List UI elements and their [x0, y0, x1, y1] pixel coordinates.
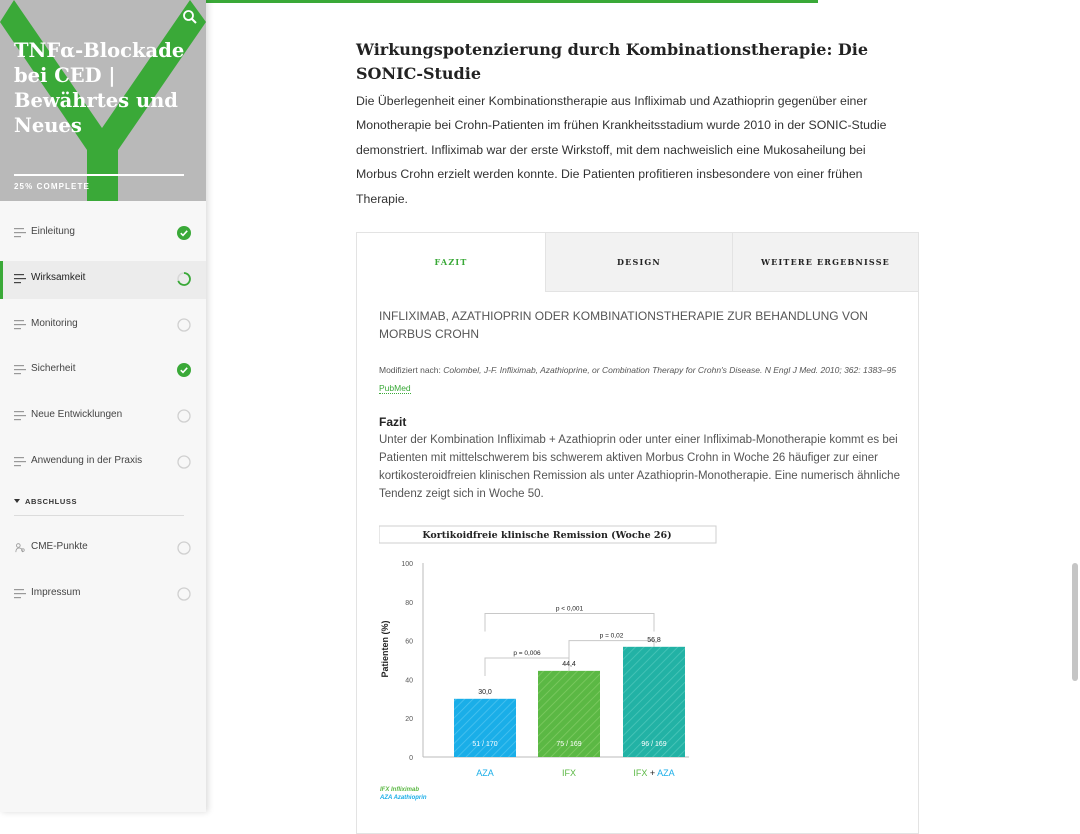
p-value-label: p = 0,006 — [513, 650, 541, 658]
empty-circle-icon — [177, 318, 191, 332]
x-tick-label: IFX + AZA — [633, 768, 675, 778]
scrollbar-thumb[interactable] — [1072, 563, 1078, 681]
pubmed-link[interactable]: PubMed — [379, 383, 411, 393]
nav-item-label: Sicherheit — [31, 363, 76, 374]
tab-weitere-ergebnisse[interactable]: WEITERE ERGEBNISSE — [732, 233, 918, 292]
nav-item-label: Einleitung — [31, 226, 75, 237]
chart-title: Kortikoidfreie klinische Remission (Woche 26) — [422, 530, 672, 541]
y-ticks — [401, 561, 413, 762]
nav-item-label: Impressum — [31, 587, 81, 598]
p-value-label: p < 0,001 — [555, 605, 584, 613]
lesson-lines-icon — [14, 274, 26, 284]
citation-prefix: Modifiziert nach: — [379, 365, 444, 375]
check-circle-icon — [177, 363, 191, 377]
bar-value-label: 44,4 — [562, 660, 576, 668]
y-tick-label: 80 — [405, 599, 413, 607]
bar-value-label: 56,8 — [647, 636, 661, 644]
lesson-intro-text: Die Überlegenheit einer Kombinationstherapie aus Infliximab und Azathioprin gegenüber einer Monotherapie bei Crohn-Patienten im frühen Krankheitsstadium wurde 2010 in der SONIC-Studie demonstriert. Infliximab war der erste Wirkstoff, mit dem nachweislich eine Mukosaheilung bei Morbus Crohn erzielt werden konnte. Die Patienten profitieren insbesondere von einer frühen Therapie. — [356, 94, 887, 206]
section-label: ABSCHLUSS — [25, 497, 78, 506]
bar-0 — [454, 699, 516, 757]
nav-item-monitoring[interactable] — [0, 307, 206, 345]
fazit-heading: Fazit — [379, 415, 407, 429]
bar-n-label: 96 / 169 — [641, 741, 667, 748]
y-tick-label: 60 — [405, 638, 413, 646]
y-tick-label: 100 — [401, 561, 413, 568]
bar-value-label: 30,0 — [478, 688, 492, 696]
y-tick-label: 20 — [405, 716, 413, 724]
empty-circle-icon — [177, 455, 191, 469]
empty-circle-icon — [177, 541, 191, 555]
tabs-card — [356, 232, 919, 834]
y-tick-label: 0 — [409, 755, 413, 762]
y-tick-label: 40 — [405, 677, 413, 685]
nav-item-label: CME-Punkte — [31, 541, 88, 552]
nav-item-label: Neue Entwicklungen — [31, 409, 123, 420]
y-axis-label: Patienten (%) — [380, 620, 390, 678]
search-icon[interactable] — [181, 8, 199, 26]
x-tick-label: AZA — [476, 768, 494, 778]
divider — [14, 515, 184, 516]
bar-n-label: 51 / 170 — [472, 741, 498, 748]
tab-fazit[interactable]: FAZIT — [357, 233, 545, 292]
nav-item-wirksamkeit[interactable] — [0, 261, 206, 299]
section-toggle-abschluss[interactable] — [14, 497, 77, 506]
lesson-lines-icon — [14, 320, 26, 330]
study-title: INFLIXIMAB, AZATHIOPRIN ODER KOMBINATIONSTHERAPIE ZUR BEHANDLUNG VON MORBUS CROHN — [379, 309, 868, 341]
lesson-lines-icon — [14, 589, 26, 599]
nav-item-impressum[interactable] — [0, 576, 206, 614]
nav-item-cme-punkte[interactable] — [0, 530, 206, 568]
course-title: TNFα-Blockade bei CED | Bewährtes und Neues — [14, 39, 185, 137]
lesson-lines-icon — [14, 365, 26, 375]
nav-item-neue-entwicklungen[interactable] — [0, 398, 206, 436]
legend-ifx: IFX Infliximab — [380, 787, 420, 793]
caret-down-icon — [14, 499, 20, 503]
empty-circle-icon — [177, 587, 191, 601]
lesson-progress-bar — [206, 0, 818, 3]
progress-ring-icon — [177, 272, 191, 286]
course-progress-bar — [14, 174, 184, 176]
citation-reference: Colombel, J-F. Infliximab, Azathioprine, or Combination Therapy for Crohn's Disease. N Engl J Med. 2010; 362: 1383–95 — [443, 365, 897, 375]
fazit-text: Unter der Kombination Infliximab + Azathioprin oder unter einer Infliximab-Monotherapie kommt es bei Patienten mit mittelschwerem bis schwerem aktiven Morbus Crohn in Woche 26 häufiger zur einer kortikosteroidfreien klinischen Remission als unter Azathioprin-Monotherapie. Eine numerisch ähnliche Tendenz zeigt sich in Woche 50. — [379, 434, 900, 500]
nav-item-label: Wirksamkeit — [31, 272, 86, 283]
remission-bar-chart — [379, 521, 729, 811]
lesson-lines-icon — [14, 228, 26, 238]
check-circle-icon — [177, 226, 191, 240]
nav-item-label: Monitoring — [31, 318, 78, 329]
x-tick-label: IFX — [561, 768, 577, 778]
quiz-icon — [14, 543, 26, 553]
legend-aza: AZA Azathioprin — [380, 795, 427, 801]
nav-item-anwendung[interactable] — [0, 444, 206, 482]
course-progress-label: 25% COMPLETE — [14, 182, 90, 191]
lesson-lines-icon — [14, 411, 26, 421]
nav-item-einleitung[interactable] — [0, 215, 206, 253]
p-value-label: p = 0,02 — [599, 632, 624, 640]
x-labels — [476, 768, 674, 778]
nav-item-label: Anwendung in der Praxis — [31, 455, 143, 466]
tab-design[interactable]: DESIGN — [545, 233, 732, 292]
nav-item-sicherheit[interactable] — [0, 352, 206, 390]
significance-bracket — [485, 613, 654, 631]
course-header — [0, 0, 206, 201]
empty-circle-icon — [177, 409, 191, 423]
lesson-lines-icon — [14, 457, 26, 467]
sidebar — [0, 0, 206, 812]
citation — [379, 361, 899, 397]
lesson-heading: Wirkungspotenzierung durch Kombinationstherapie: Die SONIC-Studie — [356, 40, 869, 83]
bar-n-label: 75 / 169 — [556, 741, 582, 748]
